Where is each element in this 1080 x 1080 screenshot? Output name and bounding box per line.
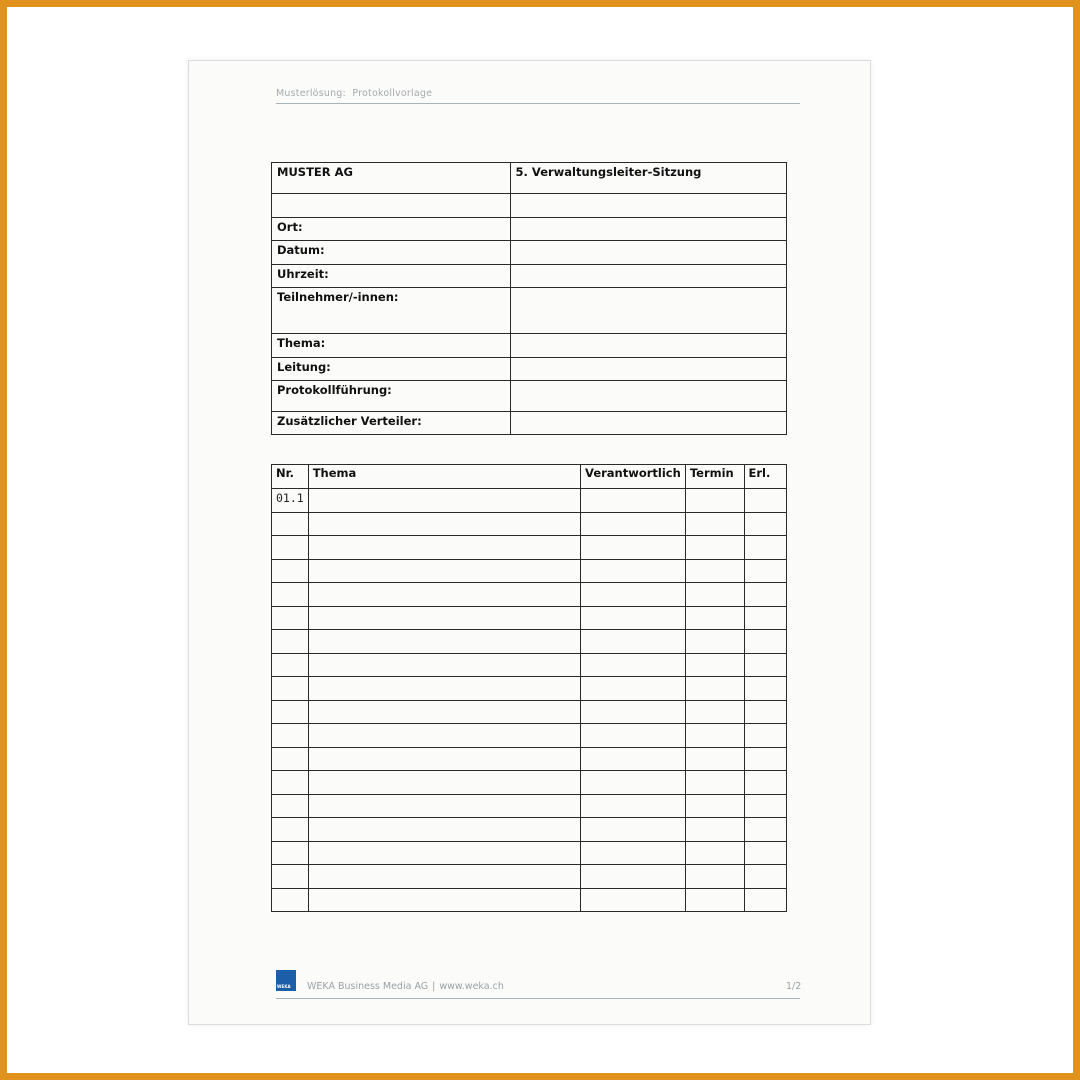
- agenda-cell-deadline: [685, 630, 744, 654]
- footer-website[interactable]: www.weka.ch: [439, 981, 504, 992]
- column-header-topic: Thema: [308, 465, 580, 489]
- agenda-cell-done: [744, 559, 786, 583]
- agenda-cell-done: [744, 489, 786, 513]
- agenda-cell-number: [272, 536, 309, 560]
- agenda-cell-deadline: [685, 489, 744, 513]
- agenda-row: [272, 630, 787, 654]
- meta-row: [272, 288, 787, 334]
- meta-value: [510, 265, 786, 288]
- agenda-cell-responsible: [581, 512, 686, 536]
- agenda-row: [272, 888, 787, 912]
- meta-value: [510, 358, 786, 381]
- meta-label: Leitung:: [272, 358, 511, 381]
- agenda-cell-responsible: [581, 794, 686, 818]
- agenda-cell-number: [272, 606, 309, 630]
- agenda-cell-done: [744, 606, 786, 630]
- agenda-cell-responsible: [581, 489, 686, 513]
- agenda-cell-responsible: [581, 559, 686, 583]
- agenda-cell-topic: [308, 583, 580, 607]
- agenda-cell-deadline: [685, 818, 744, 842]
- agenda-cell-done: [744, 888, 786, 912]
- agenda-row: [272, 841, 787, 865]
- agenda-cell-topic: [308, 653, 580, 677]
- agenda-cell-done: [744, 536, 786, 560]
- agenda-cell-done: [744, 724, 786, 748]
- agenda-cell-responsible: [581, 888, 686, 912]
- agenda-cell-topic: [308, 865, 580, 889]
- agenda-row: [272, 653, 787, 677]
- agenda-cell-deadline: [685, 512, 744, 536]
- agenda-cell-done: [744, 865, 786, 889]
- agenda-cell-topic: [308, 747, 580, 771]
- agenda-row: [272, 700, 787, 724]
- column-header-deadline: Termin: [685, 465, 744, 489]
- column-header-responsible: Verantwortlich: [581, 465, 686, 489]
- agenda-cell-deadline: [685, 536, 744, 560]
- agenda-row: [272, 724, 787, 748]
- agenda-cell-done: [744, 794, 786, 818]
- agenda-row: [272, 794, 787, 818]
- agenda-table: [271, 464, 787, 912]
- agenda-header-row: [272, 465, 787, 489]
- agenda-cell-responsible: [581, 653, 686, 677]
- meta-row: [272, 218, 787, 241]
- weka-logo: WEKA: [276, 970, 296, 991]
- agenda-row: [272, 747, 787, 771]
- agenda-cell-deadline: [685, 794, 744, 818]
- agenda-cell-responsible: [581, 841, 686, 865]
- agenda-cell-done: [744, 583, 786, 607]
- meta-row: [272, 265, 787, 288]
- agenda-cell-deadline: [685, 724, 744, 748]
- meta-label: Uhrzeit:: [272, 265, 511, 288]
- agenda-cell-topic: [308, 489, 580, 513]
- footer-separator: |: [432, 981, 436, 992]
- agenda-row: [272, 865, 787, 889]
- meeting-info-table: [271, 162, 787, 435]
- meta-label: Datum:: [272, 241, 511, 265]
- agenda-cell-deadline: [685, 559, 744, 583]
- agenda-cell-done: [744, 630, 786, 654]
- agenda-cell-deadline: [685, 677, 744, 701]
- header-rule: [276, 103, 800, 104]
- agenda-cell-number: [272, 559, 309, 583]
- agenda-cell-number: [272, 677, 309, 701]
- agenda-cell-number: [272, 583, 309, 607]
- agenda-row: [272, 818, 787, 842]
- meta-row: [272, 194, 787, 218]
- agenda-cell-topic: [308, 888, 580, 912]
- agenda-cell-number: [272, 724, 309, 748]
- agenda-cell-topic: [308, 559, 580, 583]
- meta-label: Protokollführung:: [272, 381, 511, 412]
- agenda-cell-topic: [308, 512, 580, 536]
- agenda-row: [272, 677, 787, 701]
- meta-row: [272, 334, 787, 358]
- agenda-cell-responsible: [581, 583, 686, 607]
- agenda-cell-responsible: [581, 700, 686, 724]
- agenda-cell-done: [744, 771, 786, 795]
- meta-label: Zusätzlicher Verteiler:: [272, 412, 511, 435]
- meta-value: [510, 241, 786, 265]
- agenda-row: [272, 583, 787, 607]
- agenda-cell-deadline: [685, 888, 744, 912]
- agenda-cell-responsible: [581, 818, 686, 842]
- agenda-row: [272, 559, 787, 583]
- agenda-cell-topic: [308, 818, 580, 842]
- meta-label: Thema:: [272, 334, 511, 358]
- agenda-cell-done: [744, 700, 786, 724]
- meta-row: [272, 241, 787, 265]
- meta-value: [510, 218, 786, 241]
- agenda-cell-number: [272, 818, 309, 842]
- footer-company: WEKA Business Media AG: [307, 981, 429, 992]
- agenda-cell-topic: [308, 536, 580, 560]
- agenda-cell-topic: [308, 771, 580, 795]
- footer-rule: [276, 998, 800, 999]
- agenda-cell-number: [272, 794, 309, 818]
- meta-label: Teilnehmer/-innen:: [272, 288, 511, 334]
- agenda-row: [272, 489, 787, 513]
- agenda-cell-deadline: [685, 700, 744, 724]
- column-header-number: Nr.: [272, 465, 309, 489]
- agenda-cell-number: [272, 841, 309, 865]
- footer-text: [307, 981, 504, 992]
- agenda-cell-topic: [308, 841, 580, 865]
- page-header: [276, 88, 432, 99]
- agenda-cell-done: [744, 653, 786, 677]
- agenda-row: [272, 536, 787, 560]
- agenda-cell-topic: [308, 794, 580, 818]
- meta-value: [510, 381, 786, 412]
- page-number: 1/2: [786, 981, 802, 992]
- agenda-cell-deadline: [685, 865, 744, 889]
- agenda-cell-number: [272, 653, 309, 677]
- agenda-cell-responsible: [581, 630, 686, 654]
- agenda-row: [272, 606, 787, 630]
- agenda-cell-done: [744, 818, 786, 842]
- agenda-cell-done: [744, 841, 786, 865]
- document-page: [188, 60, 871, 1025]
- agenda-cell-done: [744, 512, 786, 536]
- agenda-cell-number: [272, 630, 309, 654]
- agenda-cell-deadline: [685, 583, 744, 607]
- meta-row: [272, 412, 787, 435]
- agenda-cell-topic: [308, 724, 580, 748]
- agenda-cell-deadline: [685, 841, 744, 865]
- agenda-cell-responsible: [581, 771, 686, 795]
- meeting-title: 5. Verwaltungsleiter-Sitzung: [510, 163, 786, 194]
- agenda-cell-done: [744, 747, 786, 771]
- meta-title-row: [272, 163, 787, 194]
- column-header-done: Erl.: [744, 465, 786, 489]
- agenda-cell-topic: [308, 677, 580, 701]
- meta-value: [510, 412, 786, 435]
- agenda-cell-responsible: [581, 677, 686, 701]
- meta-value: [510, 194, 786, 218]
- meta-row: [272, 358, 787, 381]
- agenda-cell-number: [272, 865, 309, 889]
- agenda-cell-deadline: [685, 653, 744, 677]
- agenda-cell-deadline: [685, 747, 744, 771]
- company-name: MUSTER AG: [272, 163, 511, 194]
- meta-label: Ort:: [272, 218, 511, 241]
- agenda-cell-number: 01.1: [272, 489, 309, 513]
- header-doc-label: Musterlösung:: [276, 88, 346, 99]
- agenda-cell-number: [272, 888, 309, 912]
- agenda-cell-topic: [308, 630, 580, 654]
- meta-row: [272, 381, 787, 412]
- agenda-cell-number: [272, 512, 309, 536]
- agenda-cell-responsible: [581, 747, 686, 771]
- agenda-cell-deadline: [685, 771, 744, 795]
- agenda-cell-responsible: [581, 606, 686, 630]
- agenda-cell-number: [272, 747, 309, 771]
- agenda-cell-number: [272, 700, 309, 724]
- agenda-row: [272, 771, 787, 795]
- agenda-row: [272, 512, 787, 536]
- agenda-cell-deadline: [685, 606, 744, 630]
- agenda-cell-topic: [308, 606, 580, 630]
- agenda-cell-done: [744, 677, 786, 701]
- header-doc-title: Protokollvorlage: [352, 88, 433, 99]
- meta-value: [510, 334, 786, 358]
- agenda-cell-responsible: [581, 724, 686, 748]
- agenda-cell-responsible: [581, 865, 686, 889]
- meta-label: [272, 194, 511, 218]
- agenda-cell-topic: [308, 700, 580, 724]
- agenda-cell-number: [272, 771, 309, 795]
- agenda-cell-responsible: [581, 536, 686, 560]
- meta-value: [510, 288, 786, 334]
